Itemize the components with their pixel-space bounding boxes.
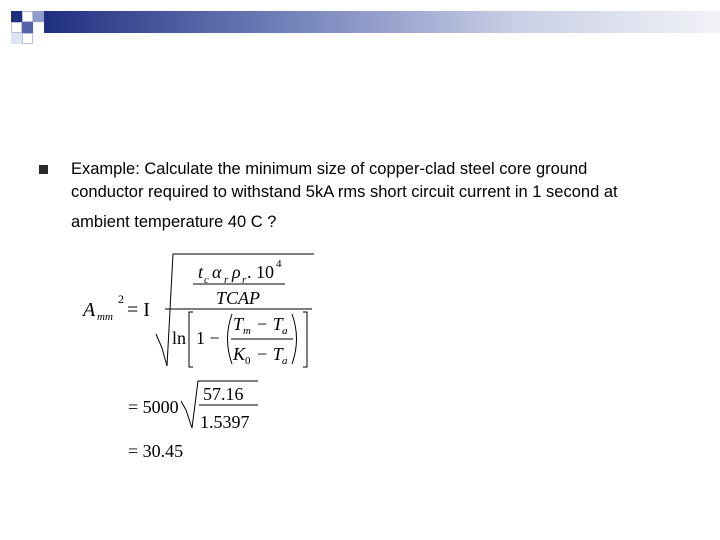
eq-inner-Tm: T xyxy=(233,314,244,334)
eq-inner-den-Ta-sub: a xyxy=(282,355,288,367)
eq-lhs-var: A xyxy=(83,299,96,321)
eq-inner-K0-sub: 0 xyxy=(245,355,251,367)
eq-num-rest: . 10 xyxy=(247,262,274,282)
eq-lhs-sub: mm xyxy=(97,311,113,323)
eq-ln: ln xyxy=(172,328,187,348)
eq-num-t-sub: c xyxy=(204,274,209,286)
eq-step3-result: = 30.45 xyxy=(128,441,184,461)
eq-step2-lhs: = 5000 xyxy=(128,397,179,417)
eq-inner-Tm-sub: m xyxy=(243,325,251,337)
header-square xyxy=(22,22,33,33)
bullet-square-icon xyxy=(39,165,48,174)
eq-lhs-exp: 2 xyxy=(118,292,124,306)
eq-right-bracket xyxy=(303,312,307,367)
header-square xyxy=(33,11,44,22)
eq-inner-K0: K xyxy=(233,344,246,364)
eq-equals-I: = I xyxy=(127,299,150,321)
paragraph-line: conductor required to withstand 5kA rms short circuit current in 1 second at xyxy=(71,183,618,201)
paragraph-line: ambient temperature 40 C ? xyxy=(71,213,277,231)
eq-num-exp: 4 xyxy=(276,258,282,270)
eq-inner-Ta-sub: a xyxy=(282,325,288,337)
eq-one-minus: 1 − xyxy=(196,328,220,348)
header-square xyxy=(22,11,33,22)
eq-step2-num: 57.16 xyxy=(203,384,244,404)
sizing-equation xyxy=(80,250,320,465)
eq-inner-den-minus-Ta: − T xyxy=(256,344,283,364)
header-square xyxy=(22,33,33,44)
eq-num-alpha-sub: r xyxy=(224,274,229,286)
eq-tcap: TCAP xyxy=(216,288,261,308)
example-paragraph xyxy=(71,158,691,234)
eq-num-t: t xyxy=(198,262,204,282)
paragraph-line: Example: Calculate the minimum size of copper-clad steel core ground xyxy=(71,160,588,178)
eq-left-bracket xyxy=(189,312,193,367)
eq-inner-minus-Ta: − T xyxy=(256,314,283,334)
header-square xyxy=(11,11,22,22)
eq-num-rho-sub: r xyxy=(242,274,247,286)
header-square xyxy=(11,33,22,44)
header-gradient-bar xyxy=(44,11,720,33)
eq-step2-den: 1.5397 xyxy=(200,412,250,432)
header-square xyxy=(11,22,22,33)
eq-num-alpha: α xyxy=(212,262,222,282)
eq-num-rho: ρ xyxy=(232,262,241,282)
